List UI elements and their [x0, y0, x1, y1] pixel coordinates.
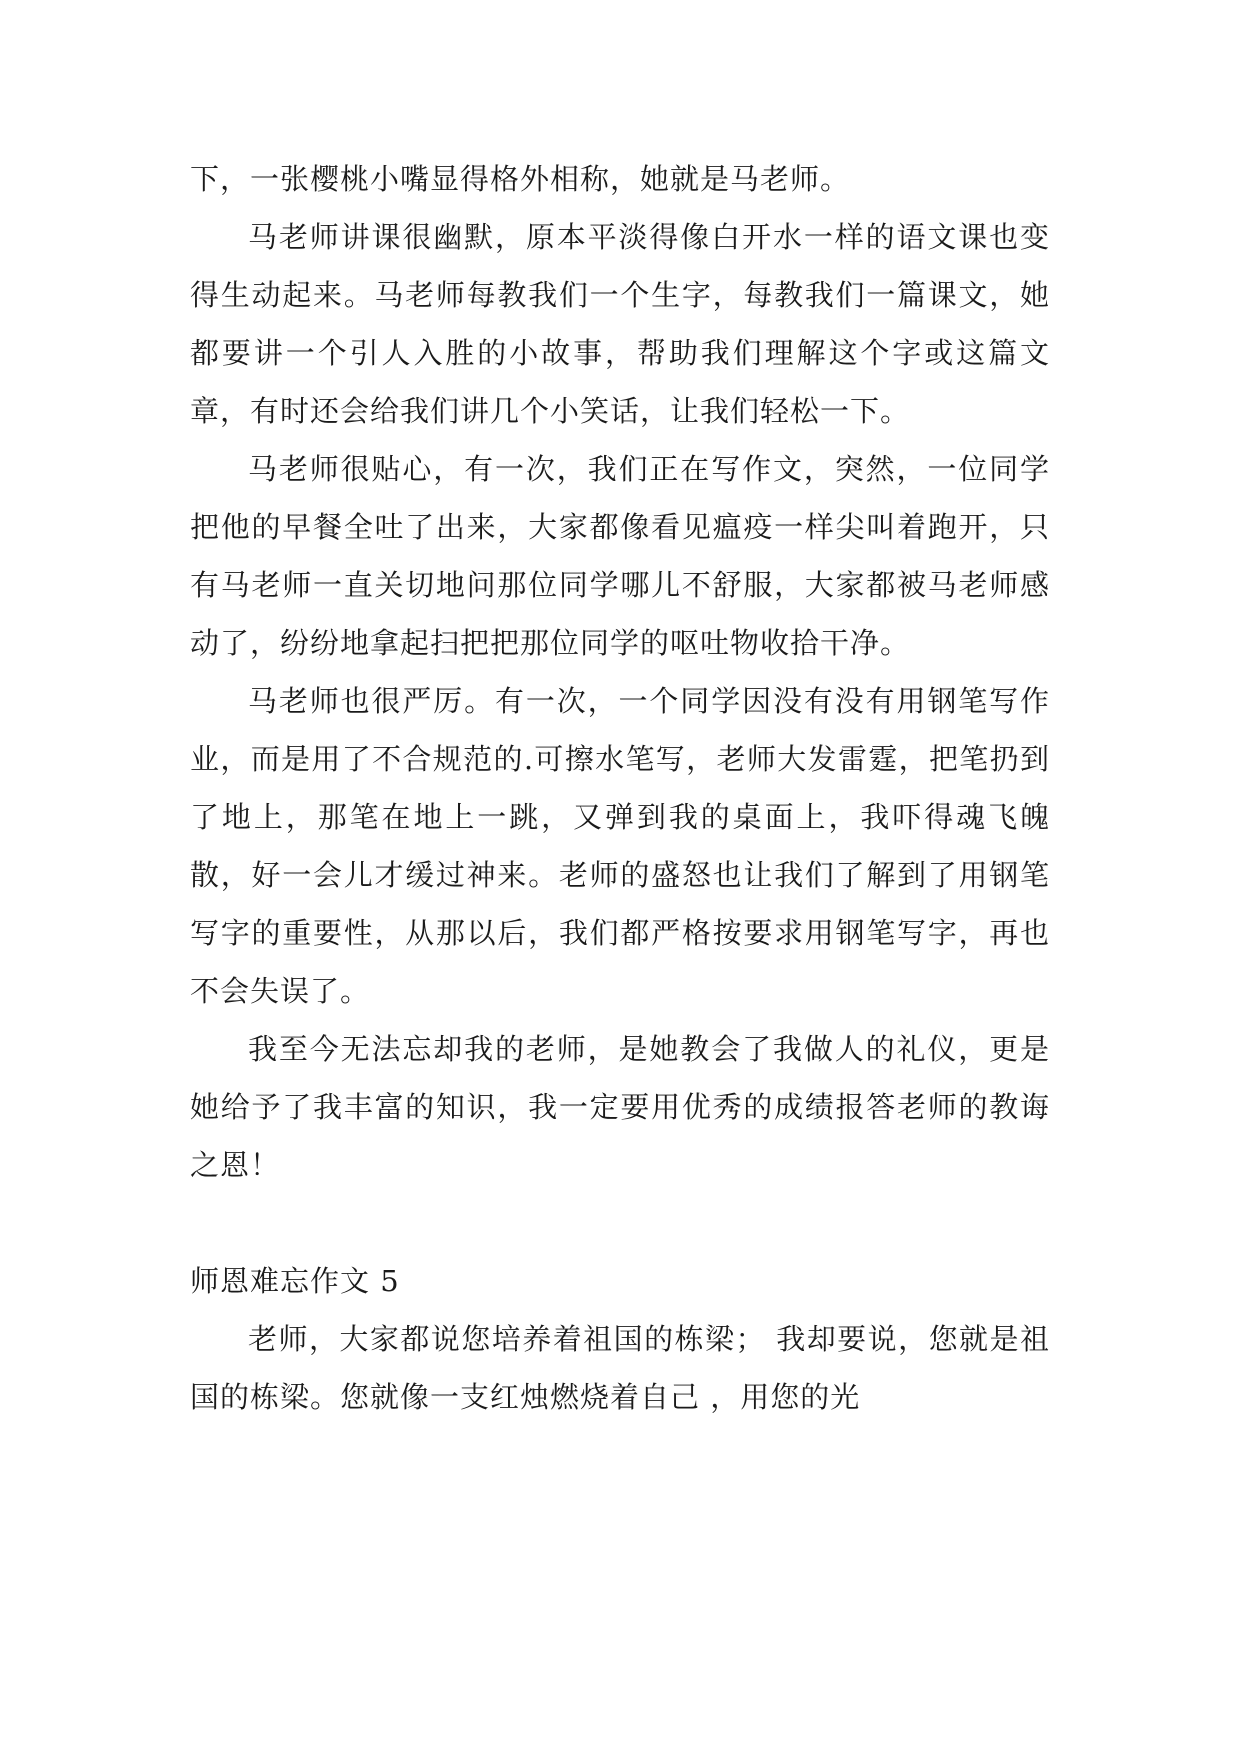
paragraph-strict: 马老师也很严厉。有一次，一个同学因没有没有用钢笔写作业，而是用了不合规范的.可擦水笔写，老师大发雷霆，把笔扔到了地上，那笔在地上一跳，又弹到我的桌面上，我吓得魂飞魄散，好一会儿才缓过神来。老师的盛怒也让我们了解到了用钢笔写字的重要性，从那以后，我们都严格按要求用钢笔写字，再也不会失误了。	[190, 684, 1050, 1008]
paragraph-essay5-intro: 老师，大家都说您培养着祖国的栋梁； 我却要说，您就是祖国的栋梁。您就像一支红烛燃烧着自己 ，用您的光	[190, 1322, 1050, 1414]
section-title: 师恩难忘作文 5	[190, 1264, 400, 1298]
paragraph-continuation: 下，一张樱桃小嘴显得格外相称，她就是马老师。	[190, 162, 851, 196]
document-body	[190, 150, 1050, 1426]
paragraph-caring: 马老师很贴心，有一次，我们正在写作文，突然，一位同学把他的早餐全吐了出来，大家都像看见瘟疫一样尖叫着跑开，只有马老师一直关切地问那位同学哪儿不舒服，大家都被马老师感动了，纷纷地拿起扫把把那位同学的呕吐物收拾干净。	[190, 452, 1050, 660]
paragraph-conclusion: 我至今无法忘却我的老师，是她教会了我做人的礼仪，更是她给予了我丰富的知识，我一定要用优秀的成绩报答老师的教诲之恩！	[190, 1032, 1050, 1182]
paragraph-humor: 马老师讲课很幽默，原本平淡得像白开水一样的语文课也变得生动起来。马老师每教我们一个生字，每教我们一篇课文，她都要讲一个引人入胜的小故事，帮助我们理解这个字或这篇文章，有时还会给我们讲几个小笑话，让我们轻松一下。	[190, 220, 1050, 428]
